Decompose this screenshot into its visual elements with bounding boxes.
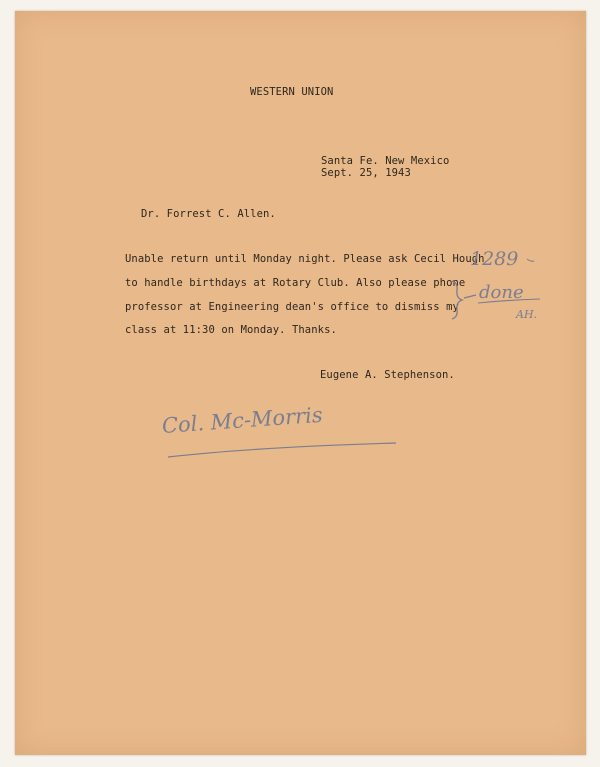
pencil-initials: AH. xyxy=(516,308,538,321)
addressee: Dr. Forrest C. Allen. xyxy=(141,208,276,220)
pencil-name-note: Col. Mc-Morris xyxy=(161,402,324,438)
body-line: class at 11:30 on Monday. Thanks. xyxy=(125,324,337,336)
telegram-paper xyxy=(15,11,586,755)
signature: Eugene A. Stephenson. xyxy=(320,369,455,381)
date-line: Sept. 25, 1943 xyxy=(321,167,411,179)
pencil-number-note: 1289 xyxy=(470,248,519,270)
telegram-heading: WESTERN UNION xyxy=(250,86,334,98)
pencil-done-note: done xyxy=(479,282,524,303)
place-line: Santa Fe. New Mexico xyxy=(321,155,450,167)
body-line: professor at Engineering dean's office to dismiss my xyxy=(125,301,459,313)
body-line: Unable return until Monday night. Please ask Cecil Hough xyxy=(125,253,485,265)
body-line: to handle birthdays at Rotary Club. Also please phone xyxy=(125,277,466,289)
